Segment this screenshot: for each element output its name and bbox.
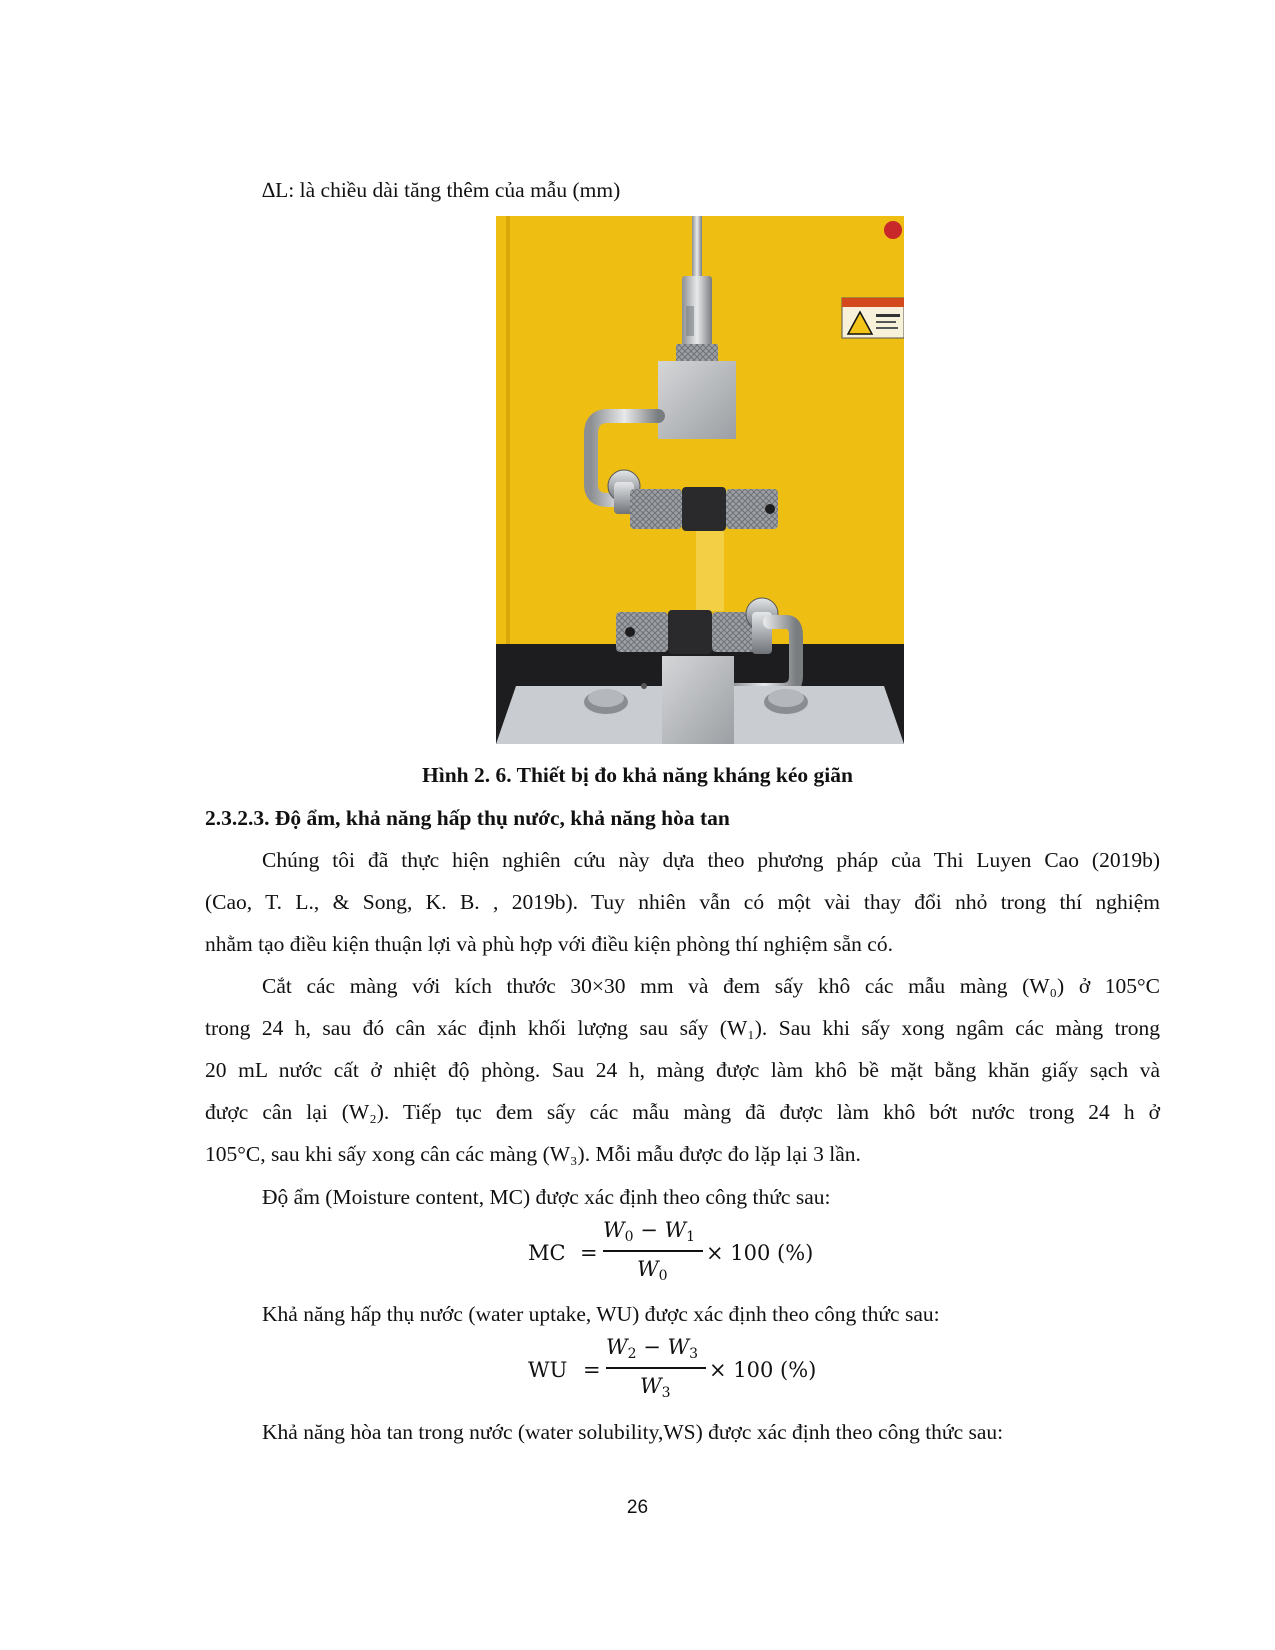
delta-l-definition: ∆L: là chiều dài tăng thêm của mẫu (mm) xyxy=(262,178,621,202)
wu-formula-denominator: $W_3$ xyxy=(640,1374,671,1401)
wu-formula-lhs: WU xyxy=(528,1358,568,1382)
wu-formula-equals: = xyxy=(583,1358,601,1382)
mc-formula xyxy=(0,1214,1275,1294)
section-heading: 2.3.2.3. Độ ẩm, khả năng hấp thụ nước, khả năng hòa tan xyxy=(205,806,730,830)
paragraph1-line2: (Cao, T. L., & Song, K. B. , 2019b). Tuy nhiên vẫn có một vài thay đổi nhỏ trong thí nghiệm xyxy=(205,890,1160,914)
wu-formula xyxy=(0,1331,1275,1411)
paragraph2-line2: trong 24 h, sau đó cân xác định khối lượng sau sấy (W₁). Sau khi sấy xong ngâm các màng trong xyxy=(205,1016,1160,1040)
wu-intro: Khả năng hấp thụ nước (water uptake, WU) được xác định theo công thức sau: xyxy=(262,1302,940,1326)
paragraph1-line1: Chúng tôi đã thực hiện nghiên cứu này dựa theo phương pháp của Thi Luyen Cao (2019b) xyxy=(262,848,1160,872)
mc-intro: Độ ẩm (Moisture content, MC) được xác định theo công thức sau: xyxy=(262,1185,831,1209)
paragraph2-line5: 105°C, sau khi sấy xong cân các màng (W₃). Mỗi mẫu được đo lặp lại 3 lần. xyxy=(205,1142,861,1166)
mc-formula-lhs: MC xyxy=(528,1241,566,1265)
mc-formula-denominator: $W_0$ xyxy=(637,1257,668,1284)
wu-formula-numerator: $W_2 - W_3$ xyxy=(606,1335,698,1362)
ws-intro: Khả năng hòa tan trong nước (water solubility,WS) được xác định theo công thức sau: xyxy=(262,1420,1004,1444)
wu-formula-rhs: × 100 (%) xyxy=(709,1358,817,1382)
tensile-tester-photo xyxy=(496,216,904,744)
page-number: 26 xyxy=(626,1497,649,1518)
mc-formula-rhs: × 100 (%) xyxy=(706,1241,814,1265)
paragraph2-line3: 20 mL nước cất ở nhiệt độ phòng. Sau 24 h, màng được làm khô bề mặt bằng khăn giấy sạch và xyxy=(205,1058,1160,1082)
tensile-tester-illustration xyxy=(496,216,904,744)
mc-formula-numerator: $W_0 - W_1$ xyxy=(603,1218,695,1245)
paragraph2-line4: được cân lại (W₂). Tiếp tục đem sấy các mẫu màng đã được làm khô bớt nước trong 24 h ở xyxy=(205,1100,1160,1124)
paragraph1-line3: nhằm tạo điều kiện thuận lợi và phù hợp với điều kiện phòng thí nghiệm sẵn có. xyxy=(205,932,893,956)
warning-sign-icon xyxy=(842,298,904,338)
mc-formula-fraction-bar xyxy=(603,1250,703,1252)
mc-formula-equals: = xyxy=(580,1241,598,1265)
figure-caption: Hình 2. 6. Thiết bị đo khả năng kháng kéo giãn xyxy=(422,763,853,787)
wu-formula-fraction-bar xyxy=(606,1367,706,1369)
paragraph2-line1: Cắt các màng với kích thước 30×30 mm và đem sấy khô các mẫu màng (W₀) ở 105°C xyxy=(262,974,1160,998)
